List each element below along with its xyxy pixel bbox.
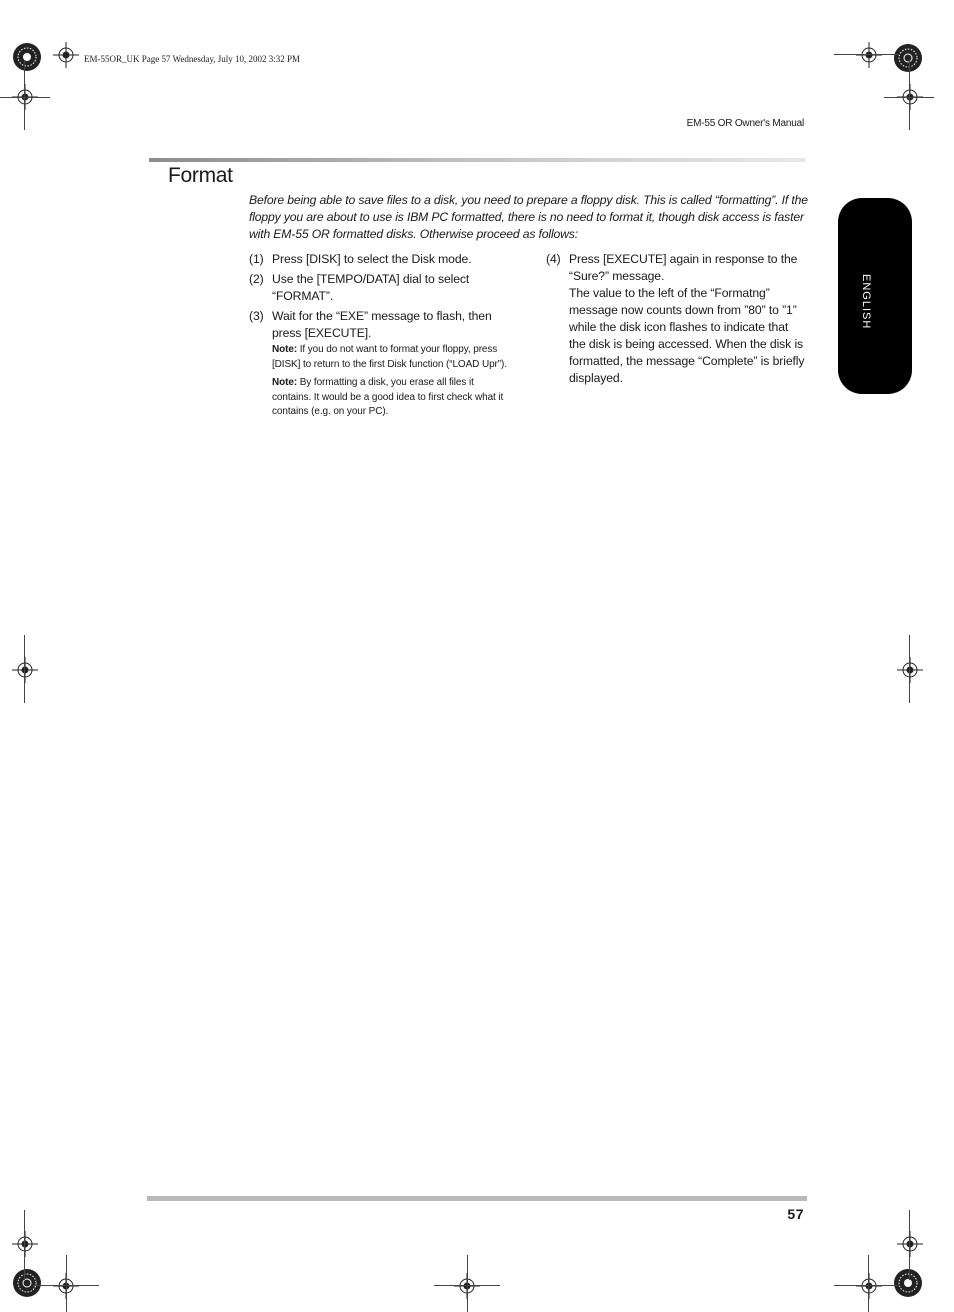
step-item [249,308,511,420]
steps-left-column [249,251,511,424]
note-text: By formatting a disk, you erase all files it contains. It would be a good idea to first check what it contains (e.g. on your PC). [272,377,504,417]
crop-line [884,97,934,98]
crop-line [467,1255,468,1312]
section-title: Format [168,164,233,187]
steps-right-column [546,251,808,390]
crop-line [24,1210,25,1280]
step-text: Press [DISK] to select the Disk mode. [272,252,472,266]
step-detail: The value to the left of the “Formatng” message now counts down from ”80” to ”1” while the disk icon flashes to indicate that the disk is being accessed. When the disk is formatted, the message “Complete” is briefly displayed. [569,286,805,385]
crop-line [24,635,25,703]
note-label: Note: [272,377,298,388]
step-number: (4) [546,252,561,266]
crop-line [909,635,910,703]
crop-line [434,1285,500,1286]
step-item [249,271,511,305]
note-text: If you do not want to format your floppy, press [DISK] to return to the first Disk function (“LOAD Upr”). [272,344,507,370]
note [272,343,511,372]
step-number: (2) [249,272,264,286]
intro-paragraph: Before being able to save files to a disk, you need to prepare a floppy disk. This is called “formatting”. If the floppy you are about to use is IBM PC formatted, there is no need to format it, though disk access is faster with EM-55 OR formatted disks. Otherwise proceed as follows: [249,193,808,241]
registration-sunburst-mark [12,42,42,72]
step-number: (1) [249,252,264,266]
note [272,376,511,420]
crosshair-target-mark [12,1231,38,1257]
crop-line [66,1255,67,1312]
crosshair-target-mark [897,657,923,683]
step-text: Press [EXECUTE] again in response to the “Sure?” message. [569,252,798,283]
registration-sunburst-mark [893,43,923,73]
crosshair-target-mark [856,42,882,68]
header-rule [149,158,806,162]
crosshair-target-mark [897,1231,923,1257]
step-number: (3) [249,309,264,323]
step-item [546,251,808,387]
crop-line [24,60,25,130]
crop-line [909,1210,910,1280]
step-text: Wait for the “EXE” message to flash, then press [EXECUTE]. [272,309,492,340]
language-tab-label: ENGLISH [860,274,872,330]
crop-line [834,1285,900,1286]
crosshair-target-mark [53,42,79,68]
running-header: EM-55 OR Owner's Manual [686,118,804,129]
crop-line [33,1285,99,1286]
crosshair-target-mark [12,657,38,683]
crop-line [834,54,900,55]
crop-line [868,1255,869,1312]
page-number: 57 [787,1206,804,1222]
crop-line [909,60,910,130]
print-info-line: EM-55OR_UK Page 57 Wednesday, July 10, 2002 3:32 PM [84,54,301,64]
registration-sunburst-mark [893,1268,923,1298]
footer-rule [147,1196,807,1201]
step-item [249,251,511,268]
step-text: Use the [TEMPO/DATA] dial to select “FORMAT”. [272,272,470,303]
crop-line [0,97,50,98]
note-label: Note: [272,344,298,355]
registration-sunburst-mark [12,1268,42,1298]
crosshair-target-mark [856,1273,882,1299]
language-tab [838,198,912,394]
